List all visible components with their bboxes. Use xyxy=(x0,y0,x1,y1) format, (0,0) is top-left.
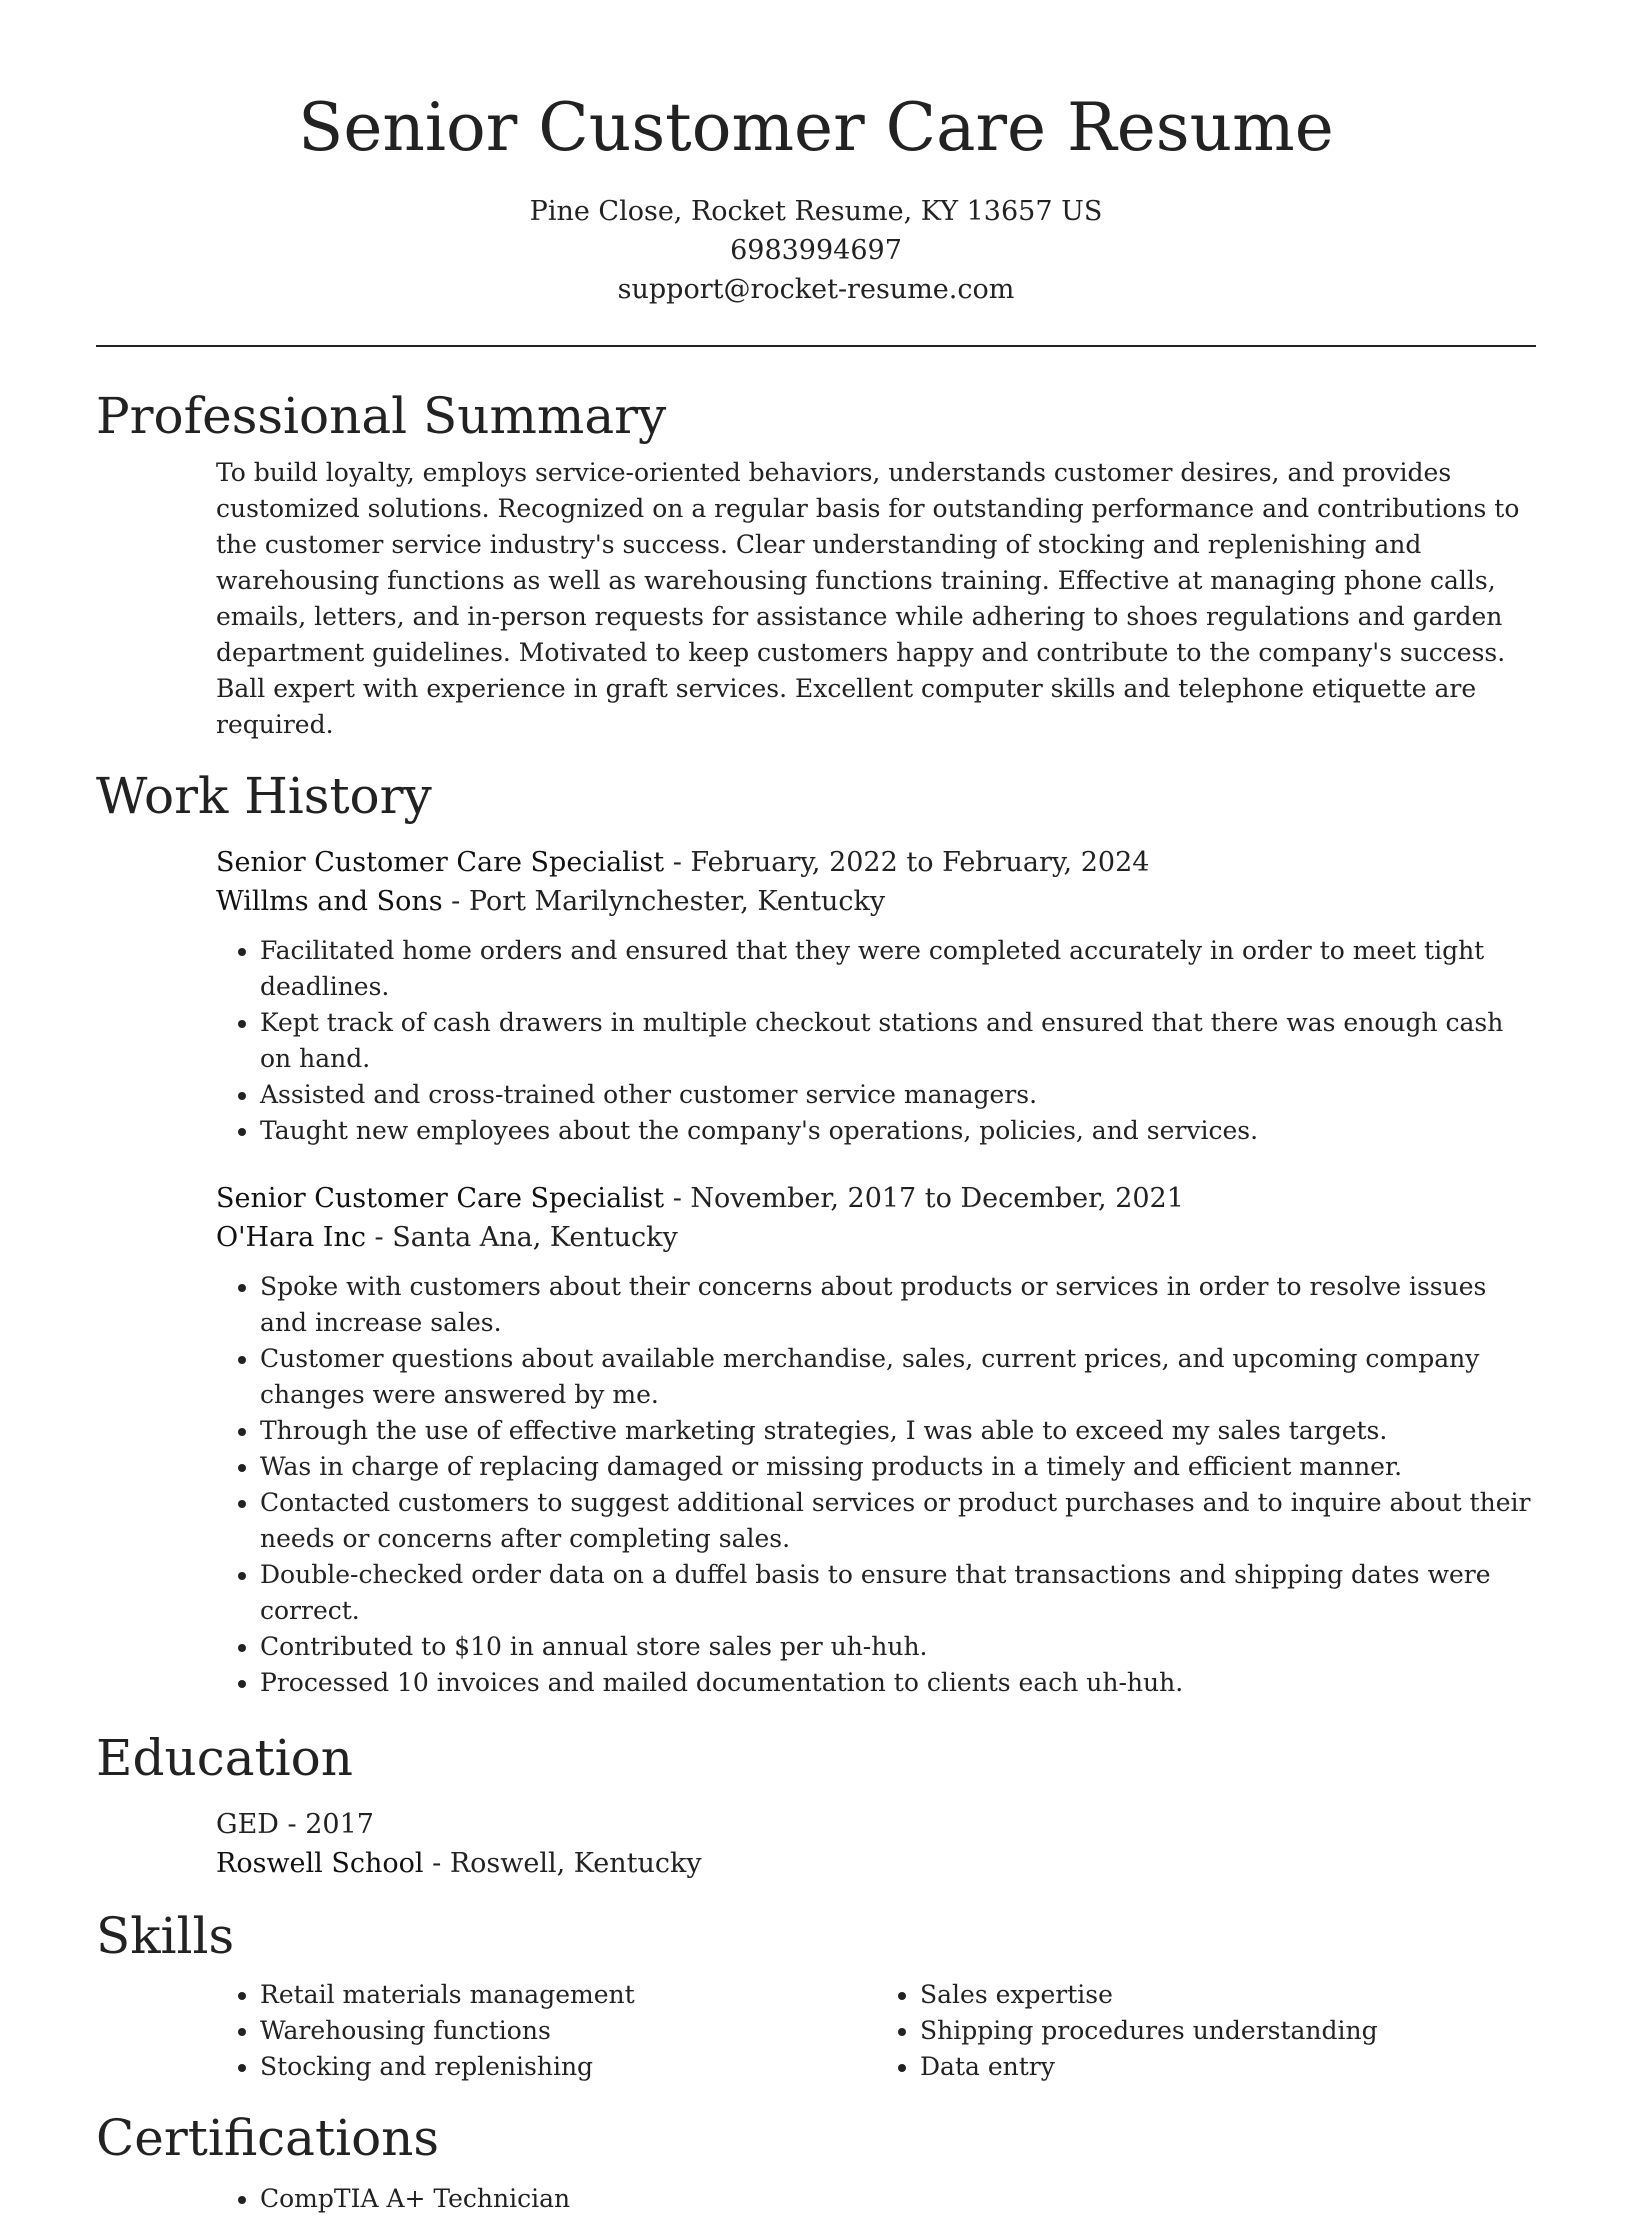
job-bullet: • Contributed to $10 in annual store sales per uh-huh. xyxy=(260,1629,1536,1665)
job-bullet: • Processed 10 invoices and mailed documentation to clients each uh-huh. xyxy=(260,1665,1536,1701)
certification-item: • CompTIA A+ Technician xyxy=(260,2181,1536,2217)
job-bullet: • Facilitated home orders and ensured that they were completed accurately in order to meet tight deadlines. xyxy=(260,933,1536,1005)
job-entry xyxy=(216,843,1536,1149)
job-company-line xyxy=(216,1218,1536,1257)
summary-text: To build loyalty, employs service-oriented behaviors, understands customer desires, and provides customized solutions. Recognized on a regular basis for outstanding performance and contributions to the customer service industry's success. Clear understanding of stocking and replenishing and warehousing functions as well as warehousing functions training. Effective at managing phone calls, emails, letters, and in-person requests for assistance while adhering to shoes regulations and garden department guidelines. Motivated to keep customers happy and contribute to the company's success. Ball expert with experience in graft services. Excellent computer skills and telephone etiquette are required. xyxy=(216,458,1520,739)
work-history-heading: Work History xyxy=(96,767,432,825)
job-bullet: • Spoke with customers about their concerns about products or services in order to resolve issues and increase sales. xyxy=(260,1269,1536,1341)
job-entry xyxy=(216,1179,1536,1701)
skill-item: • Retail materials management xyxy=(260,1977,876,2013)
certifications-section xyxy=(96,2105,1536,2217)
job-location: - Santa Ana, Kentucky xyxy=(365,1222,678,1253)
skills-section xyxy=(96,1903,1536,2085)
education-heading: Education xyxy=(96,1729,353,1787)
skill-item: • Data entry xyxy=(920,2049,1536,2085)
job-bullet: • Through the use of effective marketing strategies, I was able to exceed my sales targets. xyxy=(260,1413,1536,1449)
education-school: Roswell School xyxy=(216,1848,424,1879)
education-section xyxy=(96,1725,1536,1883)
job-dates: - November, 2017 to December, 2021 xyxy=(664,1183,1184,1214)
education-location: - Roswell, Kentucky xyxy=(423,1848,702,1879)
job-location: - Port Marilynchester, Kentucky xyxy=(442,886,886,917)
job-bullet: • Taught new employees about the company's operations, policies, and services. xyxy=(260,1113,1536,1149)
skill-item: • Warehousing functions xyxy=(260,2013,876,2049)
certifications-heading: Certifications xyxy=(96,2109,440,2167)
contact-email: support@rocket-resume.com xyxy=(617,274,1015,305)
job-bullet: • Customer questions about available merchandise, sales, current prices, and upcoming company changes were answered by me. xyxy=(260,1341,1536,1413)
certifications-list xyxy=(216,2181,1536,2217)
job-title-line xyxy=(216,1179,1536,1218)
summary-section xyxy=(96,383,1536,743)
job-bullet: • Kept track of cash drawers in multiple checkout stations and ensured that there was enough cash on hand. xyxy=(260,1005,1536,1077)
header-divider xyxy=(96,345,1536,347)
education-degree: GED - 2017 xyxy=(216,1809,374,1840)
skills-left-list xyxy=(216,1977,876,2085)
skills-heading: Skills xyxy=(96,1907,235,1965)
contact-block xyxy=(0,192,1632,309)
skills-columns xyxy=(216,1977,1536,2085)
job-company-line xyxy=(216,882,1536,921)
resume-title: Senior Customer Care Resume xyxy=(298,89,1334,166)
summary-heading: Professional Summary xyxy=(96,387,667,445)
skill-item: • Sales expertise xyxy=(920,1977,1536,2013)
job-bullet: • Contacted customers to suggest additional services or product purchases and to inquire about their needs or concerns after completing sales. xyxy=(260,1485,1536,1557)
job-dates: - February, 2022 to February, 2024 xyxy=(664,847,1150,878)
contact-phone: 6983994697 xyxy=(730,235,902,266)
job-bullets xyxy=(216,1269,1536,1701)
resume-header xyxy=(0,0,1632,309)
job-company: O'Hara Inc xyxy=(216,1222,366,1253)
job-title: Senior Customer Care Specialist xyxy=(216,847,665,878)
work-history-section xyxy=(96,763,1536,1701)
job-bullet: • Double-checked order data on a duffel basis to ensure that transactions and shipping dates were correct. xyxy=(260,1557,1536,1629)
skill-item: • Shipping procedures understanding xyxy=(920,2013,1536,2049)
job-title: Senior Customer Care Specialist xyxy=(216,1183,665,1214)
job-company: Willms and Sons xyxy=(216,886,443,917)
skills-right-list xyxy=(876,1977,1536,2085)
job-bullet: • Assisted and cross-trained other customer service managers. xyxy=(260,1077,1536,1113)
skill-item: • Stocking and replenishing xyxy=(260,2049,876,2085)
contact-address: Pine Close, Rocket Resume, KY 13657 US xyxy=(529,196,1103,227)
job-bullets xyxy=(216,933,1536,1149)
education-school-line xyxy=(216,1844,1536,1883)
job-bullet: • Was in charge of replacing damaged or missing products in a timely and efficient manner. xyxy=(260,1449,1536,1485)
job-title-line xyxy=(216,843,1536,882)
